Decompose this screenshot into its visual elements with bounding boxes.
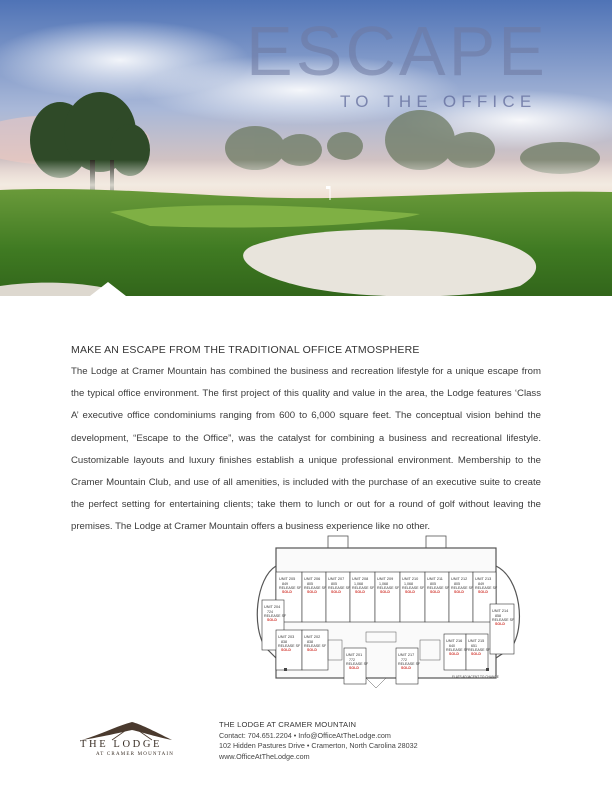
unit-215-suffix: RELEASE SF xyxy=(468,648,491,652)
unit-207-suffix: RELEASE SF xyxy=(328,586,351,590)
unit-204-sqft: 724 xyxy=(267,610,273,614)
unit-202-suffix: RELEASE SF xyxy=(304,644,327,648)
unit-206-sold: SOLD xyxy=(307,590,317,594)
logo-subtitle: AT CRAMER MOUNTAIN xyxy=(96,752,175,757)
unit-214-sqft: 858 xyxy=(495,614,501,618)
unit-202-sold: SOLD xyxy=(307,648,317,652)
unit-214-label: UNIT 214 xyxy=(492,609,509,613)
unit-203-sqft: 838 xyxy=(281,640,287,644)
body-paragraph: The Lodge at Cramer Mountain has combined the business and recreation lifestyle for a unique escape from the typical office environment. The first project of this quality and value in the area, the Lodge features ‘Class A’ executive office condominiums ranging from 600 to 6,000 square feet. The conceptual vision behind the development, “Escape to the Office”, was the catalyst for combining a business and recreational lifestyle. Customizable layouts and luxury finishes establish a unique professional environment. Membership to the Cramer Mountain Club, and use of all amenities, is included with the purchase of an executive suite to create the perfect setting for entertaining clients; take them to lunch or out for a round of golf without leaving the premises. The Lodge at Cramer Mountain offers a business experience like no other. xyxy=(71,366,541,533)
plan-note: FLATS ADJACENT TO CHANGE xyxy=(452,675,499,679)
unit-208-sqft: 1,068 xyxy=(354,582,363,586)
unit-215-label: UNIT 215 xyxy=(468,639,485,643)
unit-204-sold: SOLD xyxy=(267,618,277,622)
unit-201-suffix: RELEASE SF xyxy=(346,662,369,666)
unit-209-label: UNIT 209 xyxy=(377,577,394,581)
floor-plan xyxy=(246,528,546,698)
unit-206-label: UNIT 206 xyxy=(304,577,321,581)
unit-217-label: UNIT 217 xyxy=(398,653,415,657)
unit-210-sqft: 1,068 xyxy=(404,582,413,586)
hero-headline: ESCAPE xyxy=(246,12,548,90)
unit-212-suffix: RELEASE SF xyxy=(451,586,474,590)
unit-210-label: UNIT 210 xyxy=(402,577,419,581)
unit-213-label: UNIT 213 xyxy=(475,577,492,581)
unit-205-label: UNIT 205 xyxy=(279,577,296,581)
unit-201-sqft: 772 xyxy=(349,658,355,662)
unit-211-sold: SOLD xyxy=(430,590,440,594)
unit-210-suffix: RELEASE SF xyxy=(402,586,425,590)
contact-block xyxy=(219,720,418,762)
section-title: MAKE AN ESCAPE FROM THE TRADITIONAL OFFICE ATMOSPHERE xyxy=(71,344,420,356)
unit-211-label: UNIT 211 xyxy=(427,577,443,581)
unit-208-suffix: RELEASE SF xyxy=(352,586,375,590)
unit-216-label: UNIT 216 xyxy=(446,639,463,643)
unit-217-suffix: RELEASE SF xyxy=(398,662,421,666)
unit-201-label: UNIT 201 xyxy=(346,653,363,657)
unit-202-sqft: 838 xyxy=(307,640,313,644)
unit-204-label: UNIT 204 xyxy=(264,605,281,609)
unit-203-suffix: RELEASE SF xyxy=(278,644,301,648)
unit-217-sqft: 772 xyxy=(401,658,407,662)
unit-206-suffix: RELEASE SF xyxy=(304,586,327,590)
unit-213-sqft: 849 xyxy=(478,582,484,586)
unit-210-sold: SOLD xyxy=(405,590,415,594)
unit-203-label: UNIT 203 xyxy=(278,635,295,639)
unit-212-sqft: 805 xyxy=(454,582,460,586)
hero-image xyxy=(0,0,612,312)
unit-201-sold: SOLD xyxy=(349,666,359,670)
unit-212-sold: SOLD xyxy=(454,590,464,594)
unit-207-sold: SOLD xyxy=(331,590,341,594)
logo-name: THE LODGE xyxy=(80,739,163,750)
contact-phone-email[interactable]: Contact: 704.651.2204 • Info@OfficeAtTheLodge.com xyxy=(219,730,391,740)
unit-217-sold: SOLD xyxy=(401,666,411,670)
unit-205-sqft: 849 xyxy=(282,582,288,586)
unit-216-sqft: 640 xyxy=(449,644,455,648)
unit-213-sold: SOLD xyxy=(478,590,488,594)
unit-203-sold: SOLD xyxy=(281,648,291,652)
unit-215-sold: SOLD xyxy=(471,652,481,656)
unit-205-sold: SOLD xyxy=(282,590,292,594)
unit-209-sqft: 1,068 xyxy=(379,582,388,586)
unit-215-sqft: 651 xyxy=(471,644,477,648)
unit-205-suffix: RELEASE SF xyxy=(279,586,302,590)
contact-website[interactable]: www.OfficeAtTheLodge.com xyxy=(219,751,310,761)
contact-title: THE LODGE AT CRAMER MOUNTAIN xyxy=(219,720,357,729)
unit-209-sold: SOLD xyxy=(380,590,390,594)
unit-206-sqft: 805 xyxy=(307,582,313,586)
unit-214-suffix: RELEASE SF xyxy=(492,618,515,622)
unit-202-label: UNIT 202 xyxy=(304,635,321,639)
unit-213-suffix: RELEASE SF xyxy=(475,586,498,590)
unit-214-sold: SOLD xyxy=(495,622,505,626)
floor-plan-drawing xyxy=(246,528,546,698)
unit-208-sold: SOLD xyxy=(355,590,365,594)
unit-211-suffix: RELEASE SF xyxy=(427,586,450,590)
unit-208-label: UNIT 208 xyxy=(352,577,369,581)
unit-212-label: UNIT 212 xyxy=(451,577,468,581)
hero-subhead: TO THE OFFICE xyxy=(340,92,537,111)
unit-204-suffix: RELEASE SF xyxy=(264,614,287,618)
unit-207-sqft: 805 xyxy=(331,582,337,586)
unit-216-suffix: RELEASE SF xyxy=(446,648,469,652)
unit-207-label: UNIT 207 xyxy=(328,577,345,581)
unit-211-sqft: 805 xyxy=(430,582,436,586)
unit-209-suffix: RELEASE SF xyxy=(377,586,400,590)
unit-216-sold: SOLD xyxy=(449,652,459,656)
contact-address: 102 Hidden Pastures Drive • Cramerton, North Carolina 28032 xyxy=(219,741,418,751)
